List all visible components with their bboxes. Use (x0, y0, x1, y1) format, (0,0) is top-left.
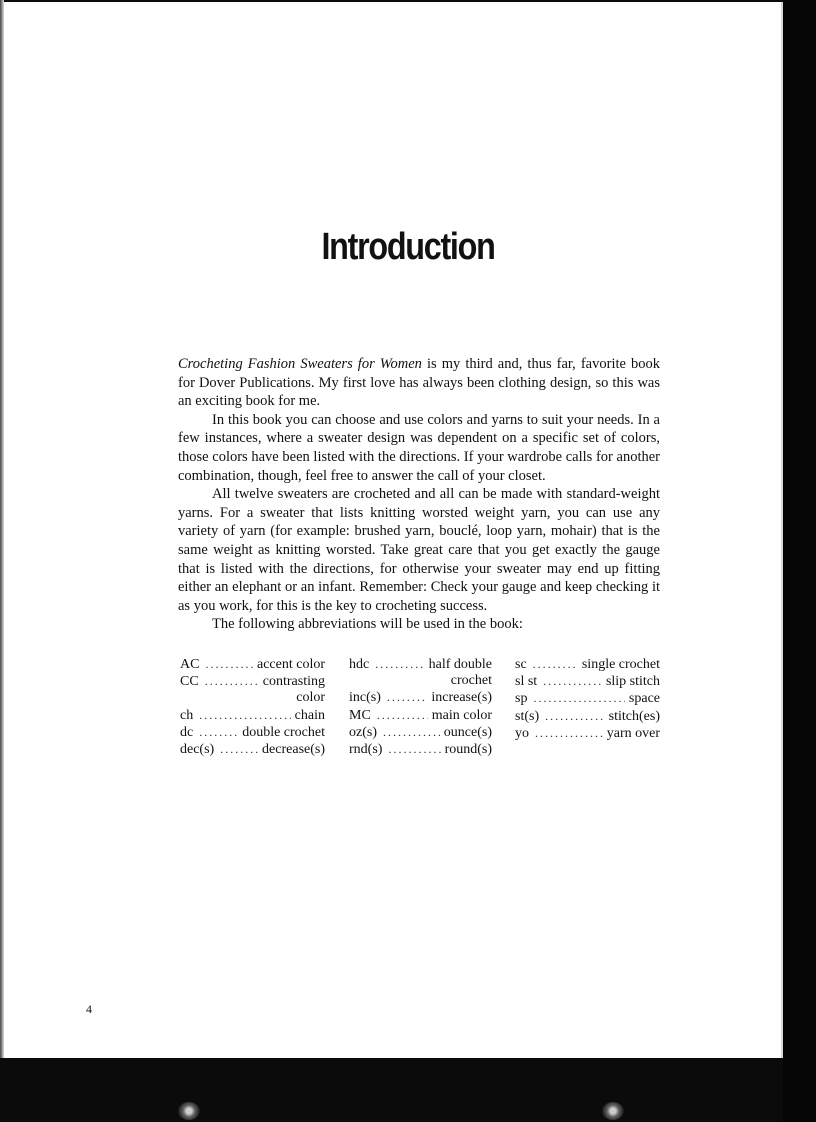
abbreviation-definition: round(s) (444, 742, 492, 758)
abbreviation-definition: stitch(es) (608, 708, 660, 724)
dot-leader (199, 724, 238, 740)
dot-leader (387, 689, 427, 705)
abbreviation-row (180, 741, 325, 758)
dot-leader (220, 741, 258, 757)
abbreviation-term: hdc (349, 657, 370, 672)
dot-leader (533, 656, 578, 672)
abbreviation-definition: yarn over (606, 725, 660, 741)
abbreviation-row (180, 673, 325, 690)
abbreviation-term: sc (515, 657, 527, 672)
binder-hole-right (602, 1102, 624, 1120)
dot-leader (545, 708, 605, 724)
dot-leader (375, 656, 424, 672)
abbreviation-row (349, 741, 492, 758)
abbreviation-term: oz(s) (349, 724, 377, 740)
abbreviation-definition: slip stitch (605, 674, 660, 690)
abbreviation-term: AC (180, 657, 200, 672)
abbreviation-definition: ounce(s) (443, 724, 492, 740)
dot-leader (533, 690, 624, 706)
scan-background-strip (783, 0, 816, 1122)
page-number: 4 (86, 1002, 92, 1016)
abbreviation-term: sl st (515, 674, 538, 690)
abbreviation-term: MC (349, 707, 371, 723)
abbreviation-term: inc(s) (349, 690, 381, 706)
dot-leader (205, 656, 253, 672)
abbreviation-term: dc (180, 724, 194, 740)
dot-leader (383, 724, 440, 740)
dot-leader (205, 673, 259, 689)
abbreviation-definition-continued: color (296, 690, 325, 706)
dot-leader (199, 707, 290, 723)
abbreviation-row (515, 656, 660, 673)
intro-paragraph-4: The following abbreviations will be used in the book: (212, 616, 523, 633)
abbreviation-row (349, 724, 492, 741)
abbreviation-definition: decrease(s) (262, 742, 325, 758)
abbreviation-column-3 (515, 656, 660, 742)
abbreviation-term: ch (180, 707, 194, 723)
intro-paragraph-3: All twelve sweaters are crocheted and all can be made with standard-weight yarns. For a sweater that lists knitting worsted weight yarn, you can use any variety of yarn (for example: brushed yarn, bouclé, loop yarn, mohair) that is the same weight as knitting worsted. Take great care that you get exactly the gauge that is listed with the directions, for otherwise your sweater may end up fitting either an elephant or an infant. Remember: Check your gauge and keep checking it as you work, for this is the key to crocheting success. (178, 486, 660, 614)
abbreviation-row (515, 725, 660, 742)
book-title-italic: Crocheting Fashion Sweaters for Women (178, 356, 422, 372)
abbreviation-definition: main color (431, 707, 492, 723)
intro-paragraph-1 (178, 355, 660, 411)
abbreviation-definition: increase(s) (431, 690, 492, 706)
binder-hole-left (178, 1102, 200, 1120)
dot-leader (535, 725, 603, 741)
abbreviation-term: CC (180, 674, 199, 690)
dot-leader (377, 707, 428, 723)
abbreviation-definition: half double (428, 657, 492, 672)
intro-body (178, 355, 660, 634)
page-edge-shadow (0, 0, 4, 1058)
abbreviation-term: st(s) (515, 708, 540, 724)
abbreviation-row (515, 690, 660, 707)
intro-paragraph-1-text: is my third and, thus far, favorite book for Dover Publications. My first love has always been clothing design, so this was an exciting book for me. (178, 356, 660, 410)
abbreviation-row (349, 656, 492, 673)
abbreviation-row (349, 707, 492, 724)
abbreviation-definition: accent color (256, 657, 325, 672)
abbreviation-term: dec(s) (180, 742, 215, 758)
abbreviation-definition: chain (294, 707, 325, 723)
abbreviation-definition: contrasting (262, 674, 325, 690)
dot-leader (388, 741, 440, 757)
abbreviation-column-2 (349, 656, 492, 758)
abbreviation-definition-continued: crochet (450, 673, 492, 689)
abbreviation-column-1 (180, 656, 325, 758)
abbreviation-row (349, 689, 492, 706)
abbreviation-definition: double crochet (242, 724, 325, 740)
page-title: Introduction (321, 226, 495, 268)
dot-leader (543, 673, 602, 689)
abbreviation-definition: space (628, 691, 660, 707)
intro-paragraph-2: In this book you can choose and use colors and yarns to suit your needs. In a few instances, where a sweater design was dependent on a specific set of colors, those colors have been listed with the directions. If your wardrobe calls for another combination, though, feel free to answer the call of your closet. (178, 411, 660, 484)
abbreviation-term: yo (515, 725, 529, 741)
abbreviation-term: rnd(s) (349, 742, 383, 758)
abbreviation-definition: single crochet (581, 657, 660, 672)
abbreviation-row (515, 708, 660, 725)
abbreviation-term: sp (515, 691, 528, 707)
abbreviation-row (180, 656, 325, 673)
abbreviation-row (515, 673, 660, 690)
abbreviation-row (180, 724, 325, 741)
abbreviation-row (180, 707, 325, 724)
